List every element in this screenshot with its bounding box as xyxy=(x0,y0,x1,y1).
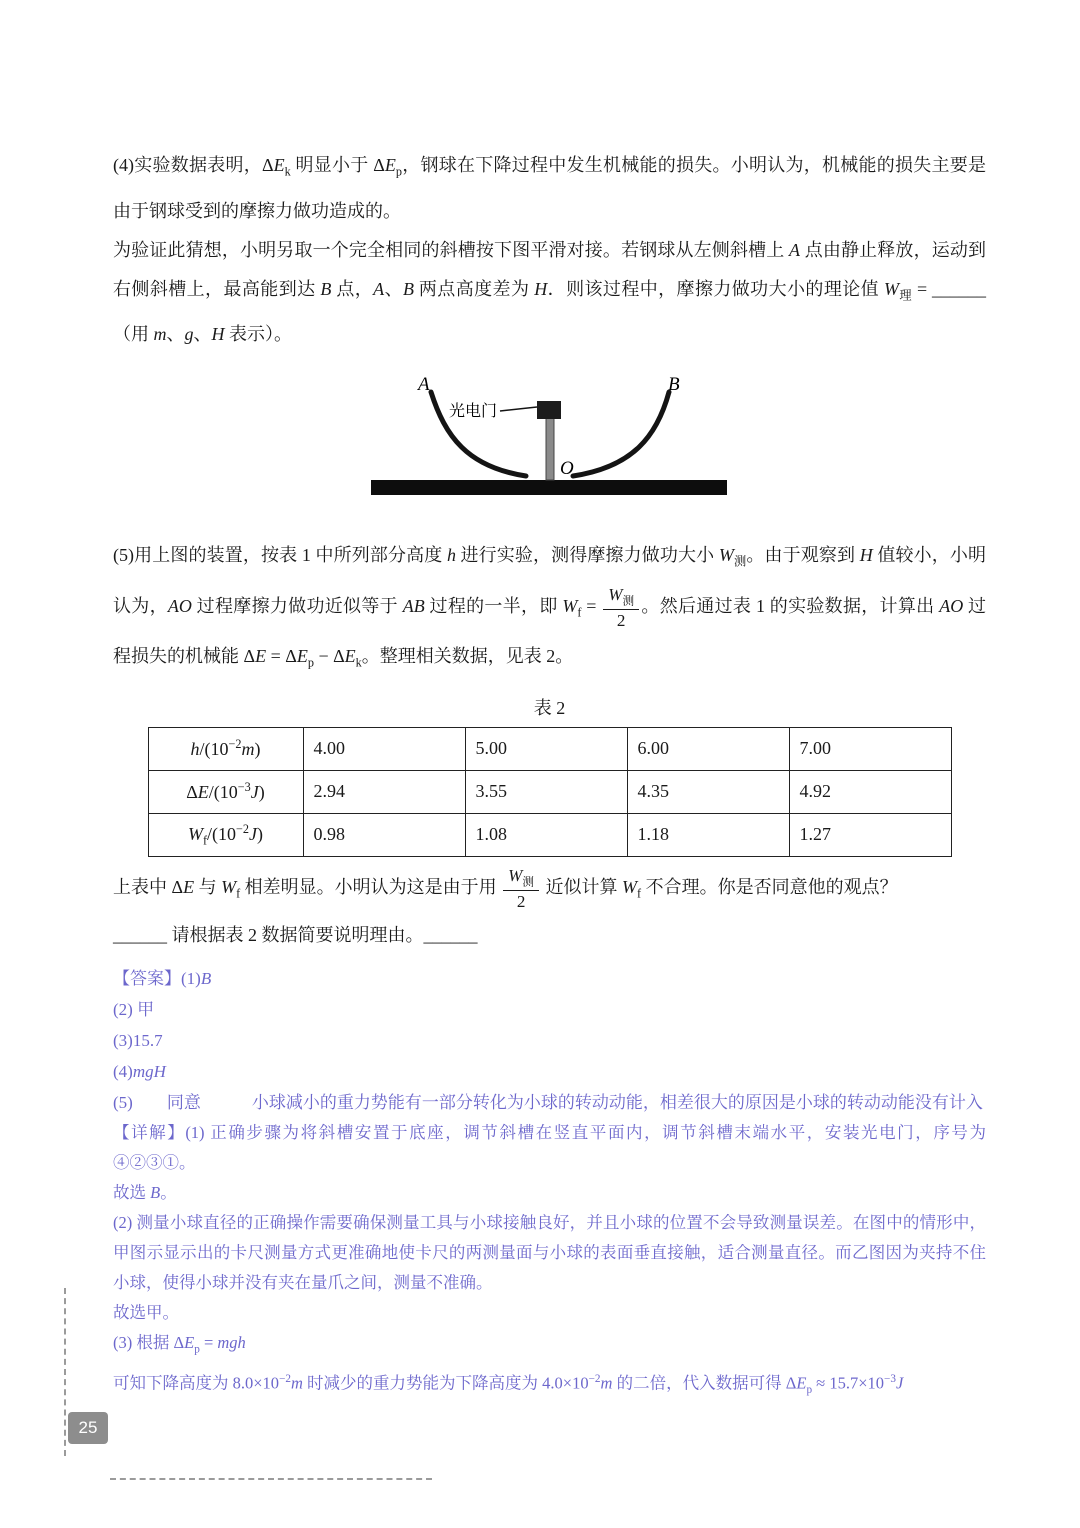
value-cell: 1.27 xyxy=(789,813,951,856)
photogate-pole xyxy=(546,418,554,480)
photogate-pointer-line xyxy=(500,407,537,411)
answer-section xyxy=(113,963,986,1118)
explanation-label: 【详解】 xyxy=(113,1122,186,1142)
value-cell: 0.98 xyxy=(303,813,465,856)
row-header-cell: $h/(10^{-2}m)$ xyxy=(148,727,303,770)
table-2 xyxy=(148,727,952,857)
value-cell: 1.08 xyxy=(465,813,627,856)
point-b-label: B xyxy=(667,374,680,396)
question-5-paragraph: (5)用上图的装置，按表 1 中所列部分高度 h 进行实验，测得摩擦力做功大小 $W_测$。由于观察到 H 值较小，小明认为，AO 过程摩擦力做功近似等于 AB 过程的一半，即 $W_f$ = $\frac{W_测}{2}$ 。然后通过表 1 的实验数据，计算出 AO 过程损失的机械能 $\Delta E = \Delta E_p - \Delta E_k$。整理相关数据，见表 2。 xyxy=(113,545,987,670)
photogate-label: 光电门 xyxy=(448,403,497,421)
answer-item-4: (4)mgH xyxy=(113,1061,166,1081)
fraction: $\frac{W_测}{2}$ xyxy=(601,584,641,631)
explanation-para-6: 可知下降高度为 $8.0\times 10^{-2}m$ 时减少的重力势能为下降高度为 $4.0\times 10^{-2}m$ 的二倍，代入数据可得 $\Delta E_p \approx 15.7\times 10^{-3}J$ xyxy=(113,1372,904,1396)
value-cell: 6.00 xyxy=(627,727,789,770)
explanation-para-3: (2) 测量小球直径的正确操作需要确保测量工具与小球接触良好，并且小球的位置不会导致测量误差。在图中的情形中，甲图示显示出的卡尺测量方式更准确地使卡尺的两测量面与小球的表面垂直接触，适合测量直径。而乙图因为夹持不住小球，使得小球并没有夹在量爪之间，测量不准确。 xyxy=(113,1212,986,1292)
explanation-para-5: (3) 根据 $\Delta E_p$ = mgh xyxy=(113,1332,246,1355)
post-table-question: 上表中 ΔE 与 $W_f$ 相差明显。小明认为这是由于用 $\frac{W_测}{2}$ 近似计算 $W_f$ 不合理。你是否同意他的观点？ xyxy=(113,866,898,912)
value-cell: 3.55 xyxy=(465,770,627,813)
value-cell: 1.18 xyxy=(627,813,789,856)
row-header-cell: $W_f/(10^{-2}J)$ xyxy=(148,813,303,856)
value-cell: 5.00 xyxy=(465,727,627,770)
value-cell: 2.94 xyxy=(303,770,465,813)
answer-item-1: (1)B xyxy=(181,968,212,988)
answer-item-3: (3)15.7 xyxy=(113,1030,163,1050)
left-dashed-border xyxy=(64,1288,66,1456)
ramp-right xyxy=(573,392,669,476)
value-cell: 4.92 xyxy=(789,770,951,813)
answer-item-5: (5) 同意 小球减小的重力势能有一部分转化为小球的转动动能，相差很大的原因是小球的转动动能没有计入 xyxy=(113,1092,983,1112)
answer-item-2: (2) 甲 xyxy=(113,999,155,1019)
page-number-badge: 25 xyxy=(68,1412,108,1444)
value-cell: 7.00 xyxy=(789,727,951,770)
table-row-h xyxy=(148,727,951,770)
point-o-label: O xyxy=(559,458,574,480)
explanation-para-2: 故选 B。 xyxy=(113,1182,177,1202)
question-4-paragraph-1: (4)实验数据表明，$\Delta E_k$ 明显小于 $\Delta E_p$，钢球在下降过程中发生机械能的损失。小明认为，机械能的损失主要是由于钢球受到的摩擦力做功造成的。 xyxy=(113,155,986,221)
answer-label: 【答案】 xyxy=(113,968,181,988)
table-2-caption: 表 2 xyxy=(533,697,566,718)
fraction: $\frac{W_测}{2}$ xyxy=(501,865,541,912)
answer-line-1 xyxy=(113,963,986,994)
bottom-dashed-border xyxy=(110,1478,432,1480)
row-header-cell: $\Delta E/(10^{-3}J)$ xyxy=(148,770,303,813)
value-cell: 4.00 xyxy=(303,727,465,770)
value-cell: 4.35 xyxy=(627,770,789,813)
point-a-label: A xyxy=(417,374,430,396)
explanation-line-1 xyxy=(113,1118,986,1178)
explanation-para-4: 故选甲。 xyxy=(113,1302,179,1322)
explanation-para-1: (1) 正确步骤为将斜槽安置于底座，调节斜槽在竖直平面内，调节斜槽末端水平，安装光电门，序号为④②③①。 xyxy=(113,1122,986,1172)
photogate-icon xyxy=(537,401,561,419)
fill-in-line: ______ 请根据表 2 数据简要说明理由。______ xyxy=(113,924,478,945)
base-platform xyxy=(371,480,727,495)
table-row-wf xyxy=(148,813,951,856)
apparatus-diagram xyxy=(369,374,731,514)
table-row-delta-e xyxy=(148,770,951,813)
page-content xyxy=(113,146,986,1405)
explanation-section xyxy=(113,1118,986,1405)
apparatus-figure xyxy=(369,374,731,519)
question-4-paragraph-2: 为验证此猜想，小明另取一个完全相同的斜槽按下图平滑对接。若钢球从左侧斜槽上 A 点由静止释放，运动到右侧斜槽上，最高能到达 B 点，A、B 两点高度差为 H．则该过程中，摩擦力做功大小的理论值 $W_理$ = ______（用 m、g、H 表示）。 xyxy=(113,239,987,345)
